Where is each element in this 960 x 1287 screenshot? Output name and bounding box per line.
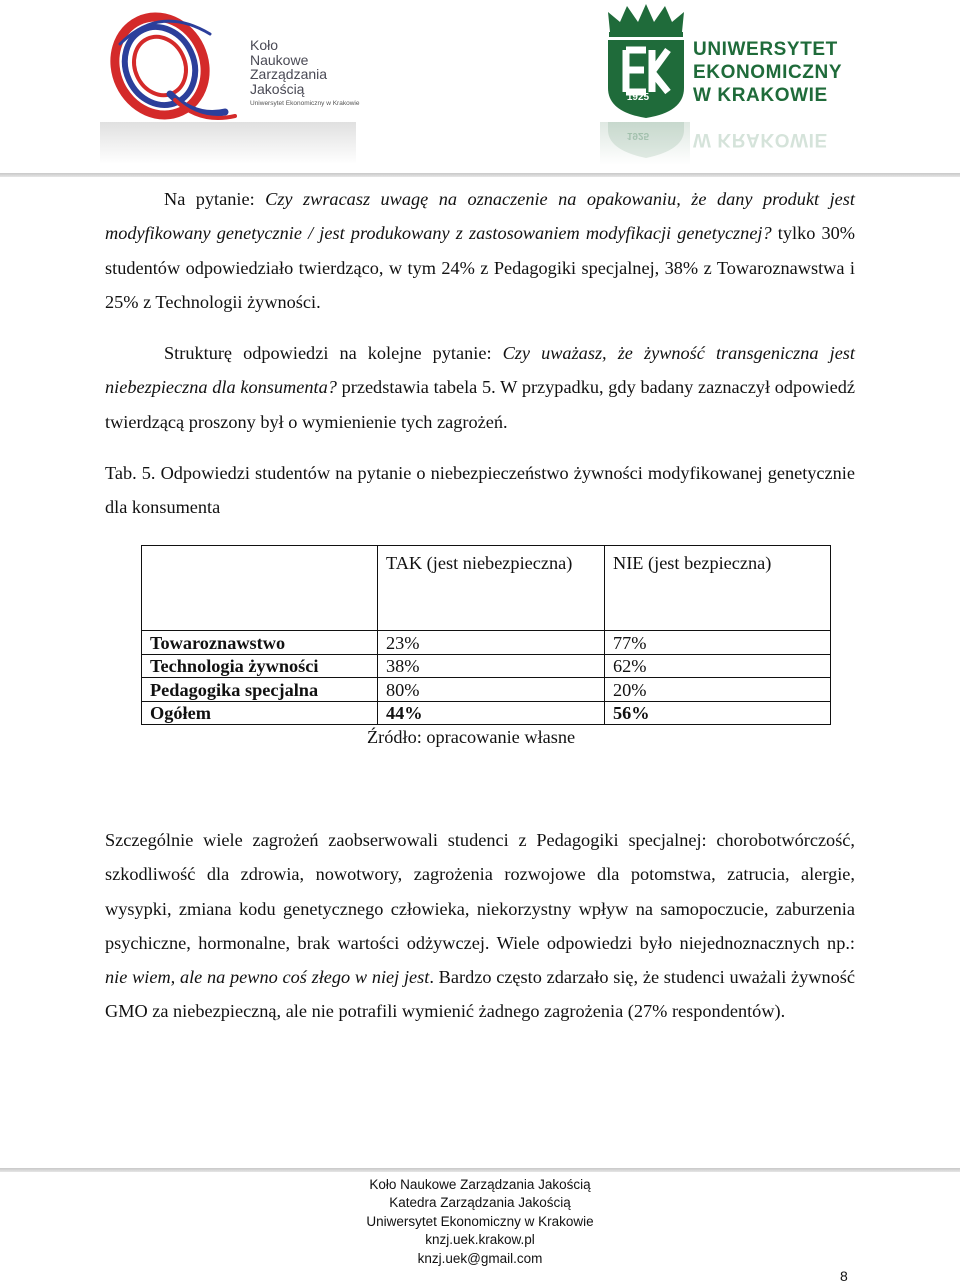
- table-row: [142, 654, 831, 678]
- paragraph-text: Na pytanie:: [164, 189, 266, 209]
- knzj-logo-line: Naukowe: [250, 51, 309, 68]
- table-row-label: Ogółem: [142, 701, 378, 725]
- table-cell: 23%: [378, 631, 605, 655]
- table-row-label: Towaroznawstwo: [142, 631, 378, 655]
- question-text: Czy zwracasz uwagę na oznaczenie na opakowaniu, że dany produkt jest modyfikowany genetycznie / jest produkowany z zastosowaniem modyfikacji genetycznej?: [105, 189, 855, 244]
- table-source: Źródło: opracowanie własne: [367, 727, 576, 747]
- uek-logo-line: UNIWERSYTET: [693, 39, 838, 60]
- table-cell: 62%: [605, 654, 831, 678]
- uek-logo-reflection: W KRAKOWIE: [693, 129, 828, 150]
- table-cell: 38%: [378, 654, 605, 678]
- uek-logo-year-reflection: 1925: [626, 130, 650, 141]
- table-row-total: [142, 701, 831, 725]
- table-cell: 80%: [378, 678, 605, 702]
- footer-email-link[interactable]: knzj.uek@gmail.com: [417, 1250, 543, 1266]
- table-cell-total: 44%: [378, 701, 605, 725]
- paragraph-2: [105, 336, 855, 439]
- uek-logo-year: 1925: [626, 92, 650, 103]
- page-number: 8: [840, 1268, 848, 1284]
- uek-logo: [600, 0, 870, 165]
- table-row-label: Pedagogika specjalna: [142, 678, 378, 702]
- uek-logo-line: EKONOMICZNY: [693, 62, 843, 83]
- quote-text: nie wiem, ale na pewno coś złego w niej jest: [105, 967, 430, 988]
- table-header-cell: [605, 546, 831, 631]
- footer-line: Koło Naukowe Zarządzania Jakością: [369, 1177, 591, 1192]
- table-header-cell: [378, 546, 605, 631]
- table-row: [142, 631, 831, 655]
- question-text: Czy uważasz, że żywność transgeniczna jest niebezpieczna dla konsumenta?: [105, 343, 856, 398]
- table-header-row: [142, 546, 831, 631]
- knzj-logo-subline: Uniwersytet Ekonomiczny w Krakowie: [250, 100, 360, 107]
- paragraph-text: Szczególnie wiele zagrożeń zaobserwowali studenci z Pedagogiki specjalnej: chorobotwórczość, szkodliwość dla zdrowia, nowotwory, zagrożenia rozwojowe dla potomstwa, zatrucia, alergie, wysypki, zmiana kodu genetycznego człowieka, niekorzystny wpływ na samopoczucie, zaburzenia psychiczne, hormonalne, brak wartości odżywczej. Wiele odpowiedzi było niejednoznacznych np.:: [105, 830, 855, 953]
- table-row: [142, 678, 831, 702]
- table-header-text: NIE (jest bezpieczna): [613, 553, 772, 573]
- uek-logo-text: [693, 38, 842, 107]
- response-table: [141, 545, 831, 725]
- knzj-logo-line: Jakością: [250, 80, 305, 97]
- paragraph-text: . Bardzo często zdarzało się, że studenci uważali żywność GMO za niebezpieczną, ale nie potrafili wymienić żadnego zagrożenia (27% respondentów).: [105, 967, 856, 1022]
- footer-website-link[interactable]: knzj.uek.krakow.pl: [425, 1232, 535, 1248]
- knzj-logo-text: [250, 38, 327, 96]
- footer-line: Uniwersytet Ekonomiczny w Krakowie: [366, 1213, 594, 1229]
- paragraph-text: Strukturę odpowiedzi na kolejne pytanie:: [164, 343, 503, 363]
- paragraph-text: przedstawia tabela 5. W przypadku, gdy badany zaznaczył odpowiedź twierdzącą proszony był o wymienienie tych zagrożeń.: [105, 377, 855, 432]
- table-cell: 20%: [605, 678, 831, 702]
- knzj-logo-line: Zarządzania: [250, 66, 328, 82]
- paragraph-text: tylko 30% studentów odpowiedziało twierdząco, w tym 24% z Pedagogiki specjalnej, 38% z Towaroznawstwa i 25% z Technologii żywności.: [105, 223, 855, 312]
- paragraph-3: [105, 823, 855, 1029]
- table-cell: 77%: [605, 631, 831, 655]
- table-cell-total: 56%: [605, 701, 831, 725]
- footer: [280, 1176, 680, 1268]
- footer-line: Katedra Zarządzania Jakością: [389, 1195, 571, 1211]
- knzj-logo-line: Koło: [250, 37, 279, 53]
- table-row-label: Technologia żywności: [142, 654, 378, 678]
- table-caption: Tab. 5. Odpowiedzi studentów na pytanie o niebezpieczeństwo żywności modyfikowanej genetycznie dla konsumenta: [105, 463, 855, 518]
- knzj-logo: [100, 4, 360, 164]
- table-header-text: TAK (jest niebezpieczna): [386, 553, 573, 573]
- footer-divider: [0, 1168, 960, 1172]
- table-header-cell: [142, 546, 378, 631]
- paragraph-1: [105, 182, 855, 319]
- uek-logo-line: W KRAKOWIE: [693, 85, 828, 106]
- header-divider: [0, 173, 960, 177]
